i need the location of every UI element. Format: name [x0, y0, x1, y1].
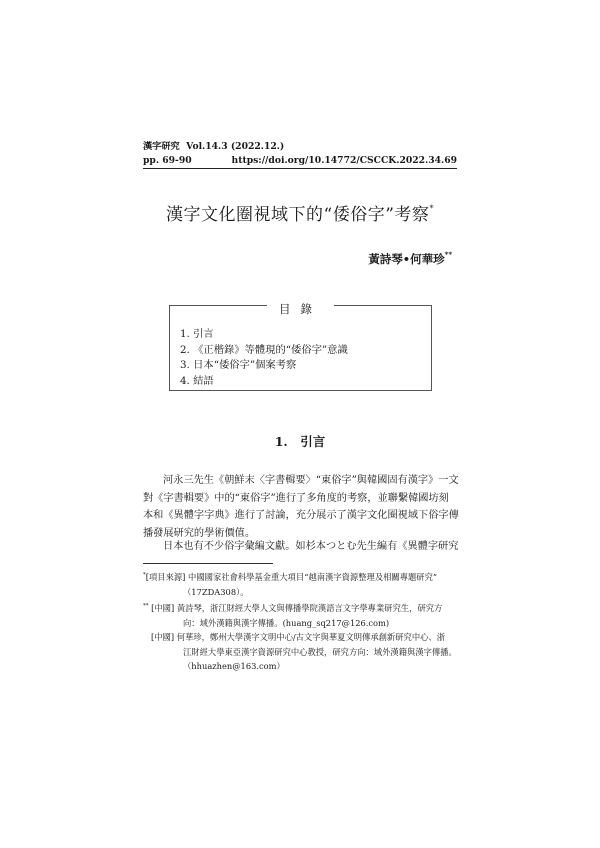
body-line: 本和《異體字字典》進行了討論，充分展示了漢字文化圈視域下俗字傳 [143, 510, 459, 521]
title-footnote-mark[interactable]: * [429, 204, 434, 213]
footnote-author-2 [143, 630, 463, 674]
header-rule [143, 168, 457, 169]
footnote-line: [項目來源] 中國國家社會科學基金重大項目“越南漢字資源整理及相關專題研究” [145, 572, 438, 582]
title-text: 漢字文化圈視域下的“倭俗字”考察 [166, 205, 430, 225]
author-line [368, 250, 452, 267]
footnote-line: （hhuazhen@163.com） [183, 661, 285, 671]
table-of-contents [169, 302, 432, 391]
footnote-mark: ** [143, 603, 149, 609]
page-range: pp. 69-90 [143, 155, 192, 166]
footnote-author-1 [143, 599, 463, 630]
body-line: 播發展研究的學術價值。 [143, 527, 256, 539]
journal-header [143, 141, 284, 153]
toc-item[interactable]: 1. 引言 [180, 328, 214, 340]
footnote-mark: * [143, 572, 146, 578]
footnote-rule [143, 563, 273, 564]
body-line: 日本也有不少俗字彙編文獻。如杉本つとむ先生編有《異體字研究 [163, 541, 459, 552]
footnote-line: 向：域外漢籍與漢字傳播。(huang_sq217@126.com) [183, 617, 390, 628]
toc-item[interactable]: 4. 結語 [180, 374, 214, 387]
toc-item[interactable]: 3. 日本“倭俗字”個案考察 [180, 359, 297, 371]
author-names: 黃詩琴•何華珍 [368, 252, 445, 266]
footnote-line: [中國] 何華珍，鄭州大學漢字文明中心/古文字與華夏文明傳承創新研究中心、浙 [151, 632, 446, 642]
footnote-line: 江財經大學東亞漢字資源研究中心教授，研究方向：域外漢籍與漢字傳播。 [183, 646, 457, 657]
toc-title [170, 298, 431, 317]
footnote-line: [中國] 黃詩琴，浙江財經大學人文與傳播學院漢語言文字學專業研究生，研究方 [151, 603, 443, 613]
toc-item[interactable]: 2. 《正楷錄》等體現的“倭俗字”意識 [180, 343, 348, 356]
journal-subheader [143, 155, 457, 167]
journal-name: 漢字研究 [143, 141, 180, 152]
footnote-line: （17ZDA308）。 [183, 586, 249, 597]
body-line: 對《字書輯要》中的“東俗字”進行了多角度的考察，並聯繫韓國坊刻 [143, 492, 449, 504]
doi-link[interactable]: https://doi.org/10.14772/CSCCK.2022.34.69 [231, 155, 457, 166]
body-paragraph [143, 472, 459, 542]
body-paragraph [143, 538, 459, 556]
section-heading: 1. 引言 [274, 434, 326, 449]
toc-list [180, 327, 348, 389]
toc-heading: 目錄 [267, 302, 334, 316]
author-footnote-mark[interactable]: ** [444, 250, 452, 259]
journal-volume: Vol.14.3 (2022.12.) [186, 141, 285, 152]
paper-title [0, 200, 600, 225]
body-line: 河永三先生《朝鮮末〈字書輯要〉“東俗字”與韓國固有漢字》一文 [163, 475, 459, 486]
footnote-funding [143, 568, 463, 599]
